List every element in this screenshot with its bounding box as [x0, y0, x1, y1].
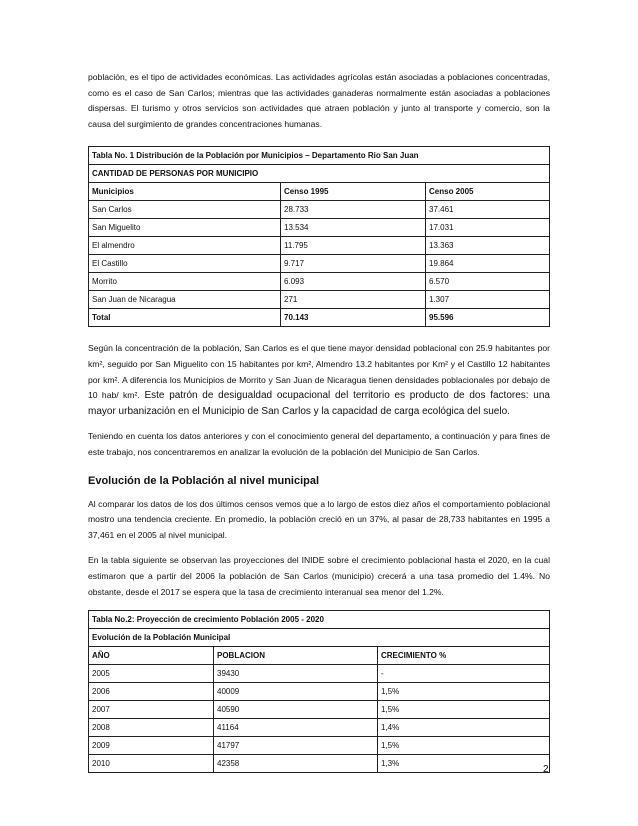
table-row: [89, 237, 550, 255]
table2-header-ano: AÑO: [89, 647, 214, 665]
table2-header-poblacion: POBLACION: [214, 647, 378, 665]
table-cell: 13.534: [281, 219, 426, 237]
table-cell: -: [378, 665, 550, 683]
table-cell: San Miguelito: [89, 219, 281, 237]
table1-header-censo-1995: Censo 1995: [281, 183, 426, 201]
table-cell: 1,3%: [378, 755, 550, 773]
table2-title: Tabla No.2: Proyección de crecimiento Población 2005 - 2020: [89, 611, 550, 629]
table-cell: 1,5%: [378, 701, 550, 719]
table-row: [89, 719, 550, 737]
table-cell: 1,4%: [378, 719, 550, 737]
table-cell: 1,5%: [378, 683, 550, 701]
table-cell: 11.795: [281, 237, 426, 255]
table-row: [89, 219, 550, 237]
table-cell: 9.717: [281, 255, 426, 273]
intro-paragraph: población, es el tipo de actividades económicas. Las actividades agrícolas están asociadas a poblaciones concentradas, como es el caso de San Carlos; mientras que las actividades ganaderas normalmente están asociadas a poblaciones dispersas. El turismo y otros servicios son actividades que atraen población y junto al transporte y comercio, son la causa del surgimiento de grandes concentraciones humanas.: [88, 72, 550, 129]
table-cell: 2006: [89, 683, 214, 701]
table-row: [89, 273, 550, 291]
table-cell: 2008: [89, 719, 214, 737]
table-cell: 6.093: [281, 273, 426, 291]
density-paragraph-part2: Este patrón de desigualdad ocupacional del territorio es producto de dos factores: una mayor urbanización en el Municipio de San Carlos y la capacidad de carga ecológica del suelo.: [88, 390, 550, 417]
table1-header-municipios: Municipios: [89, 183, 281, 201]
section-heading: Evolución de la Población al nivel municipal: [88, 474, 320, 487]
table-cell: 2007: [89, 701, 214, 719]
table-row: [89, 737, 550, 755]
table1-header-censo-2005: Censo 2005: [426, 183, 550, 201]
table-cell: 271: [281, 291, 426, 309]
table-row: [89, 701, 550, 719]
density-paragraph-part1: Según la concentración de la población, San Carlos es el que tiene mayor densidad poblacional con 25.9 habitantes por km², seguido por San Miguelito con 15 habitantes por km², Almendro 13.2 habitantes por Km² y el Castillo 12 habitantes por km². A diferencia los Municipios de Morrito y San Juan de Nicaragua tienen densidades poblacionales por debajo de 10 hab/ km².: [88, 343, 550, 401]
page-number: 2: [543, 764, 549, 775]
table-cell: San Juan de Nicaragua: [89, 291, 281, 309]
table-cell: 28.733: [281, 201, 426, 219]
table-cell: 13.363: [426, 237, 550, 255]
table-cell: Total: [89, 309, 281, 327]
table-population-projection: [88, 610, 550, 773]
table-row: [89, 683, 550, 701]
table-cell: 1,5%: [378, 737, 550, 755]
table-cell: San Carlos: [89, 201, 281, 219]
table-cell: 41164: [214, 719, 378, 737]
table1-subtitle: CANTIDAD DE PERSONAS POR MUNICIPIO: [89, 165, 550, 183]
density-paragraph: [88, 341, 550, 419]
table-cell: 42358: [214, 755, 378, 773]
census-comparison-paragraph: Al comparar los datos de los dos últimos censos vemos que a lo largo de estos diez años el comportamiento poblacional mostro una tendencia creciente. En promedio, la población creció en un 37%, al pasar de 28,733 habitantes en 1995 a 37,461 en el 2005 al nivel municipal.: [88, 498, 550, 540]
projection-paragraph: En la tabla siguiente se observan las proyecciones del INIDE sobre el crecimiento poblacional hasta el 2020, en la cual estimaron que a partir del 2006 la población de San Carlos (municipio) crecerá a una tasa promedio del 1.4%. No obstante, desde el 2017 se espera que la tasa de crecimiento interanual sea menor del 1.2%.: [88, 555, 550, 597]
table-cell: El Castillo: [89, 255, 281, 273]
document-page: [88, 70, 550, 773]
table-cell: 17.031: [426, 219, 550, 237]
table1-title: Tabla No. 1 Distribución de la Población por Municipios – Departamento Rio San Juan: [89, 147, 550, 165]
table-population-by-municipality: [88, 146, 550, 327]
table2-header-row: [89, 647, 550, 665]
table-cell: 2010: [89, 755, 214, 773]
table-row: [89, 201, 550, 219]
table-cell: 95.596: [426, 309, 550, 327]
table-cell: 39430: [214, 665, 378, 683]
table-cell: 19.864: [426, 255, 550, 273]
table-cell: 1.307: [426, 291, 550, 309]
table2-subtitle: Evolución de la Población Municipal: [89, 629, 550, 647]
table-cell: 2009: [89, 737, 214, 755]
table-cell: 70.143: [281, 309, 426, 327]
table-row: [89, 255, 550, 273]
table-cell: 40009: [214, 683, 378, 701]
table-row: [89, 755, 550, 773]
table-cell: 40590: [214, 701, 378, 719]
table-cell: 2005: [89, 665, 214, 683]
table2-header-crecimiento: CRECIMIENTO %: [378, 647, 550, 665]
table1-header-row: [89, 183, 550, 201]
table1-total-row: [89, 309, 550, 327]
table-cell: Morrito: [89, 273, 281, 291]
table-cell: 6.570: [426, 273, 550, 291]
table-cell: 41797: [214, 737, 378, 755]
context-paragraph: Teniendo en cuenta los datos anteriores y con el conocimiento general del departamento, a continuación y para fines de este trabajo, nos concentraremos en analizar la evolución de la población del Municipio de San Carlos.: [88, 431, 550, 457]
table-row: [89, 291, 550, 309]
table-cell: 37.461: [426, 201, 550, 219]
table-row: [89, 665, 550, 683]
table-cell: El almendro: [89, 237, 281, 255]
